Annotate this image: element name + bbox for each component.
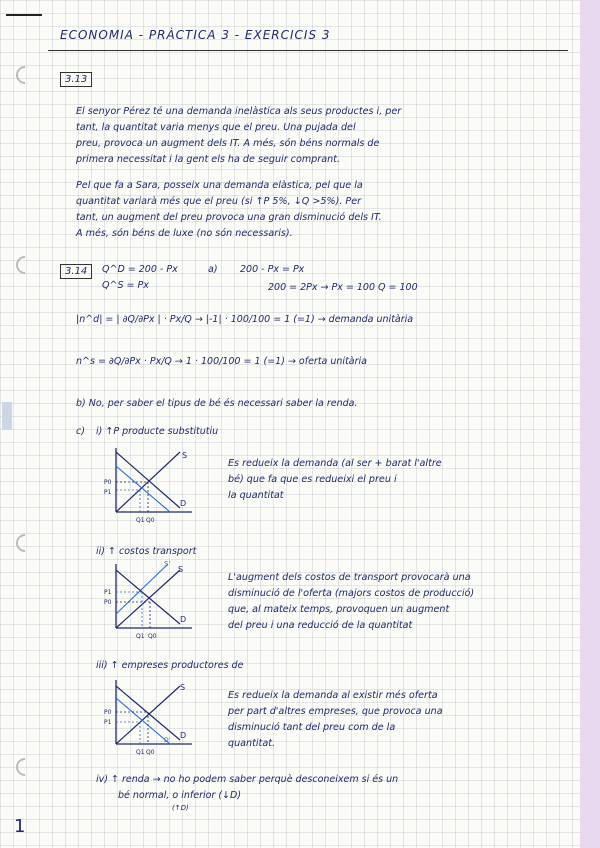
text-line: Pel que fa a Sara, posseix una demanda elàstica, pel que la bbox=[76, 180, 363, 191]
supply-shifted-label: S' bbox=[164, 560, 171, 568]
supply-label: S bbox=[182, 451, 188, 460]
quantity-0-label: Q0 bbox=[146, 517, 155, 524]
demand-label: D bbox=[180, 615, 187, 624]
text-line: quantitat variarà més que el preu (si ↑P 5%, ↓Q >5%). Per bbox=[76, 196, 362, 207]
text-line: del preu i una reducció de la quantitat bbox=[228, 620, 413, 631]
part-a-label: a) bbox=[208, 264, 218, 275]
text-line: la quantitat bbox=[228, 490, 284, 501]
quantity-1-label: Q1 bbox=[136, 749, 145, 756]
case-ii-heading: ii) ↑ costos transport bbox=[96, 546, 197, 557]
paragraph-perez bbox=[76, 104, 566, 168]
price-0-label: P0 bbox=[104, 599, 112, 606]
title-underline bbox=[48, 50, 568, 51]
page-number: 1 bbox=[14, 816, 26, 837]
text-line: Es redueix la demanda al existir més oferta bbox=[228, 690, 438, 701]
demand-shifted-label: D' bbox=[164, 737, 171, 744]
demand-label: D bbox=[180, 499, 187, 508]
graph-substitute bbox=[102, 444, 202, 524]
text-line: bé) que fa que es redueixi el preu i bbox=[228, 474, 397, 485]
equilibrium-equation: 200 - Px = Px bbox=[240, 264, 305, 275]
part-c-label: c) bbox=[76, 426, 85, 437]
case-ii-explanation bbox=[228, 570, 568, 634]
margin-band bbox=[580, 0, 600, 848]
supply-label: S bbox=[180, 683, 186, 692]
text-line: Es redueix la demanda (al ser + barat l'altre bbox=[228, 458, 442, 469]
text-line: tant, la quantitat varia menys que el preu. Una pujada del bbox=[76, 122, 356, 133]
case-i-heading: i) ↑P producte substitutiu bbox=[96, 426, 219, 437]
top-rule bbox=[6, 14, 42, 16]
graph-producers bbox=[102, 676, 202, 758]
supply-elasticity: n^s = ∂Q/∂Px · Px/Q → 1 · 100/100 = 1 (=1) → oferta unitària bbox=[76, 356, 367, 367]
side-tag bbox=[2, 402, 12, 430]
case-iv-line-1: iv) ↑ renda → no ho podem saber perquè desconeixem si és un bbox=[96, 774, 399, 785]
price-0-label: P0 bbox=[104, 709, 112, 716]
exercise-label-314: 3.14 bbox=[60, 264, 92, 279]
page-title: ECONOMIA - PRÀCTICA 3 - EXERCICIS 3 bbox=[60, 28, 331, 42]
text-line: El senyor Pérez té una demanda inelàstica als seus productes i, per bbox=[76, 106, 402, 117]
part-b-answer: b) No, per saber el tipus de bé és necessari saber la renda. bbox=[76, 398, 358, 409]
case-i-explanation bbox=[228, 456, 568, 504]
case-iii-explanation bbox=[228, 688, 568, 752]
price-1-label: P1 bbox=[104, 719, 112, 726]
demand-label: D bbox=[180, 731, 187, 740]
text-line: preu, provoca un augment dels IT. A més, són béns normals de bbox=[76, 138, 380, 149]
text-line: quantitat. bbox=[228, 738, 276, 749]
graph-transport-costs bbox=[102, 560, 202, 642]
text-line: primera necessitat i la gent els ha de seguir comprant. bbox=[76, 154, 340, 165]
equilibrium-solution: 200 = 2Px → Px = 100 Q = 100 bbox=[268, 282, 418, 293]
text-line: A més, són béns de luxe (no són necessaris). bbox=[76, 228, 293, 239]
text-line: disminució tant del preu com de la bbox=[228, 722, 396, 733]
text-line: que, al mateix temps, provoquen un augment bbox=[228, 604, 450, 615]
quantity-1-label: Q1 bbox=[136, 517, 145, 524]
text-line: per part d'altres empreses, que provoca una bbox=[228, 706, 443, 717]
price-1-label: P1 bbox=[104, 489, 112, 496]
quantity-1-label: Q1 bbox=[136, 633, 145, 640]
quantity-0-label: Q0 bbox=[148, 633, 157, 640]
supply-label: S bbox=[178, 565, 184, 574]
text-line: L'augment dels costos de transport provocarà una bbox=[228, 572, 471, 583]
case-iv-line-2: bé normal, o inferior (↓D) bbox=[118, 790, 242, 801]
demand-elasticity: |n^d| = | ∂Q/∂Px | · Px/Q → |-1| · 100/100 = 1 (=1) → demanda unitària bbox=[76, 314, 414, 325]
text-line: tant, un augment del preu provoca una gran disminució dels IT. bbox=[76, 212, 382, 223]
demand-equation: Q^D = 200 - Px bbox=[102, 264, 178, 275]
paragraph-sara bbox=[76, 178, 566, 242]
text-line: disminució de l'oferta (majors costos de producció) bbox=[228, 588, 475, 599]
supply-equation: Q^S = Px bbox=[102, 280, 149, 291]
exercise-label-313: 3.13 bbox=[60, 72, 92, 87]
price-0-label: P0 bbox=[104, 479, 112, 486]
price-1-label: P1 bbox=[104, 589, 112, 596]
case-iii-heading: iii) ↑ empreses productores de bbox=[96, 660, 244, 671]
case-iv-note: (↑D) bbox=[172, 804, 189, 812]
quantity-0-label: Q0 bbox=[146, 749, 155, 756]
